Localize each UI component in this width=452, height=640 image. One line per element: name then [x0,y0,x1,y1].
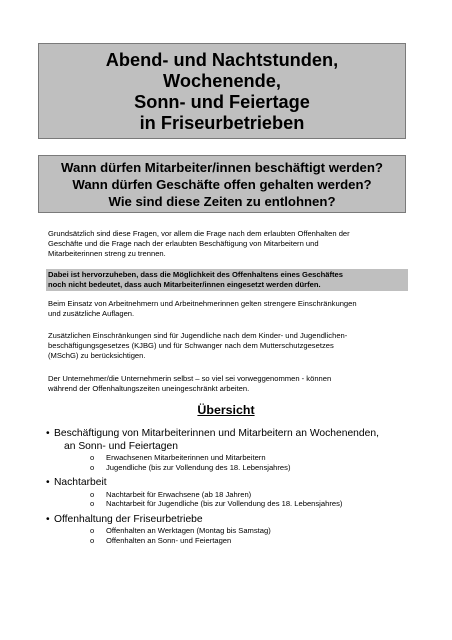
bullet-icon: • [46,428,50,439]
list-item [46,428,416,453]
sub-item [46,536,416,546]
sub-item-text: Jugendliche (bis zur Vollendung des 18. Lebensjahres) [106,462,291,472]
paragraph-line: Geschäfte und die Frage nach der erlaubten Beschäftigung von Mitarbeitern und [48,239,319,248]
title-line: Sonn- und Feiertage [134,92,310,112]
sub-item-text: Nachtarbeit für Jugendliche (bis zur Vollendung des 18. Lebensjahres) [106,499,343,509]
list-item [46,477,416,490]
sub-item [46,490,416,500]
list-item-line: Beschäftigung von Mitarbeiterinnen und Mitarbeitern an Wochenenden, [54,428,379,439]
paragraph-line: (MSchG) zu berücksichtigen. [48,351,146,360]
paragraph-owner [48,374,408,394]
circle-bullet-icon: o [90,462,95,472]
overview-heading: Übersicht [197,403,255,417]
sub-item [46,463,416,473]
sub-item-text: Nachtarbeit für Erwachsene (ab 18 Jahren) [106,489,252,499]
circle-bullet-icon: o [90,453,95,462]
paragraph-line: Der Unternehmer/die Unternehmerin selbst – so viel sei vorweggenommen - können [48,374,332,383]
bullet-icon: • [46,513,50,525]
highlight-line: Dabei ist hervorzuheben, dass die Möglichkeit des Offenhaltens eines Geschäftes [48,270,343,279]
paragraph-line: Beim Einsatz von Arbeitnehmern und Arbeitnehmerinnen gelten strengere Einschränkungen [48,299,357,308]
paragraph-line: während der Offenhaltungszeiten uneingeschränkt arbeiten. [48,384,250,393]
sub-item [46,526,416,536]
title-line: Abend- und Nachtstunden, [105,50,339,70]
paragraph-line: beschäftigungsgesetzes (KJBG) und für Schwanger nach dem Mutterschutzgesetzes [48,341,334,350]
sub-item-text: Erwachsenen Mitarbeiterinnen und Mitarbeitern [106,453,266,462]
highlight-line: noch nicht bedeutet, dass auch Mitarbeiter/innen eingesetzt werden dürfen. [48,280,321,289]
paragraph-line: und zusätzliche Auflagen. [48,309,135,318]
circle-bullet-icon: o [90,499,95,509]
list-item-line: an Sonn- und Feiertagen [64,440,178,452]
list-item-line: Offenhaltung der Friseurbetriebe [54,513,203,525]
circle-bullet-icon: o [90,526,95,536]
sub-item [46,499,416,509]
question-line: Wann dürfen Mitarbeiter/innen beschäftigt werden? [61,160,383,175]
sub-item [46,453,416,463]
title-line: in Friseurbetrieben [139,113,305,133]
question-line: Wann dürfen Geschäfte offen gehalten werden? [72,177,372,192]
question-line: Wie sind diese Zeiten zu entlohnen? [108,194,336,209]
list-item-line: Nachtarbeit [54,477,107,489]
title-box [38,43,406,139]
paragraph-line: Grundsätzlich sind diese Fragen, vor allem die Frage nach dem erlaubten Offenhalten der [48,229,350,238]
paragraph-intro [48,229,408,259]
paragraph-youth [48,331,408,361]
bullet-icon: • [46,477,50,489]
title-line: Wochenende, [163,71,281,91]
highlight-box [46,269,408,291]
questions-box [38,155,406,213]
overview-list [46,428,416,546]
paragraph-line: Zusätzlichen Einschränkungen sind für Jugendliche nach dem Kinder- und Jugendlichen- [48,331,348,340]
list-item [46,514,416,527]
paragraph-line: Mitarbeiterinnen streng zu trennen. [48,249,166,258]
paragraph-restrictions [48,299,408,319]
circle-bullet-icon: o [90,489,95,499]
sub-item-text: Offenhalten an Werktagen (Montag bis Samstag) [106,526,271,536]
circle-bullet-icon: o [90,535,95,545]
sub-item-text: Offenhalten an Sonn- und Feiertagen [106,535,232,545]
